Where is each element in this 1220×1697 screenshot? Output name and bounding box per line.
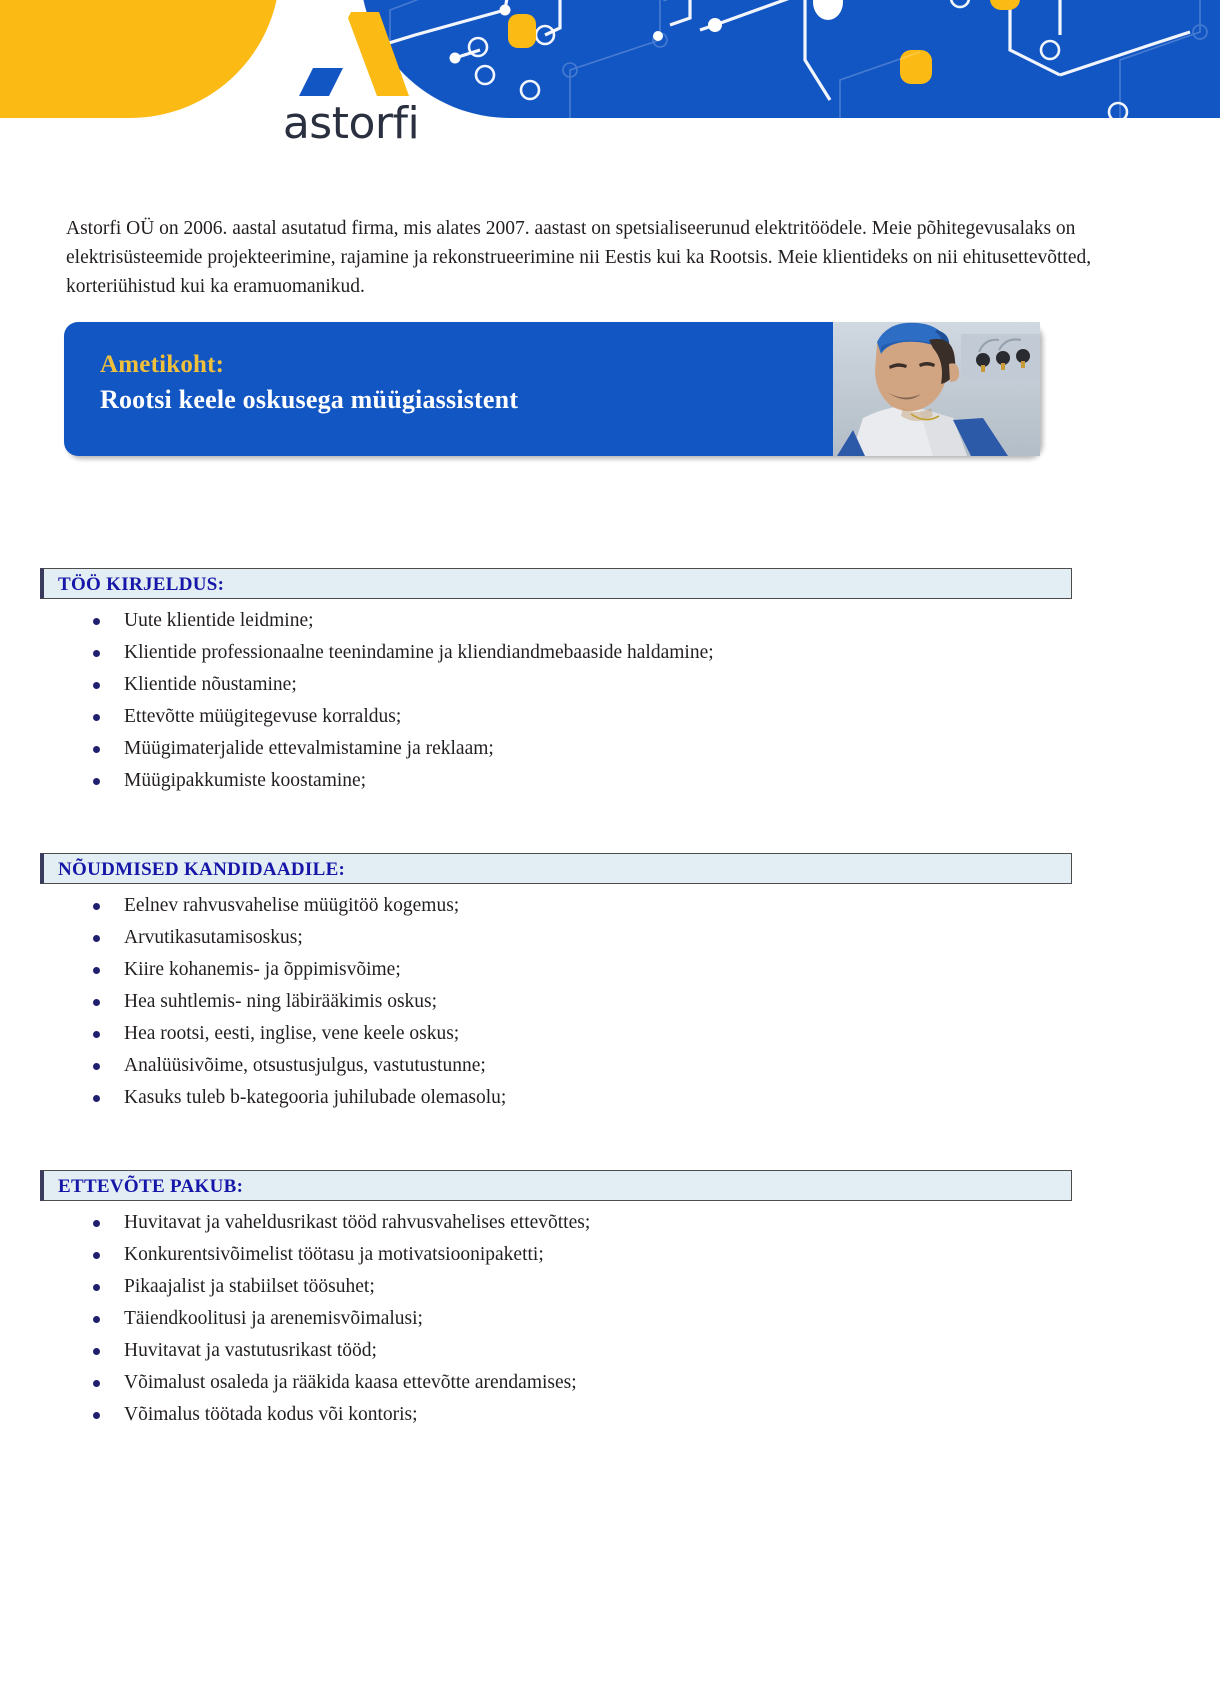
- page-header: [0, 0, 1200, 149]
- list-item: Klientide professionaalne teenindamine ja kliendiandmebaaside haldamine;: [40, 637, 1072, 669]
- job-banner-text: [100, 348, 518, 418]
- job-position-title: Rootsi keele oskusega müügiassistent: [100, 385, 519, 414]
- header-blue-shape: [360, 0, 1220, 118]
- list-item: Müügipakkumiste koostamine;: [40, 765, 1072, 797]
- list-item: Hea suhtlemis- ning läbirääkimis oskus;: [40, 986, 1072, 1018]
- company-intro-paragraph: Astorfi OÜ on 2006. aastal asutatud firma, mis alates 2007. aastast on spetsialiseerunud elektritöödele. Meie põhitegevusalaks on elektrisüsteemide projekteerimine, rajamine ja rekonstrueerimine nii Eestis kui ka Rootsis. Meie klientideks on nii ehitusettevõtted, korteriühistud kui ka eramuomanikud.: [66, 218, 1092, 297]
- section-heading: TÖÖ KIRJELDUS:: [40, 568, 1072, 599]
- brand-wordmark: astorfi: [282, 98, 420, 149]
- brand-logo: [236, 8, 466, 158]
- list-item: Võimalust osaleda ja rääkida kaasa ettevõtte arendamises;: [40, 1367, 1072, 1399]
- job-description-list: [40, 605, 1072, 797]
- list-item: Müügimaterjalide ettevalmistamine ja reklaam;: [40, 733, 1072, 765]
- electrician-worker-photo: [833, 322, 1040, 456]
- list-item: Klientide nõustamine;: [40, 669, 1072, 701]
- section-heading: NÕUDMISED KANDIDAADILE:: [40, 853, 1072, 884]
- list-item: Kiire kohanemis- ja õppimisvõime;: [40, 954, 1072, 986]
- circuit-board-pattern: [360, 0, 1220, 118]
- astorfi-a-logo: [291, 8, 411, 100]
- job-position-label: Ametikoht:: [100, 351, 225, 378]
- list-item: Ettevõtte müügitegevuse korraldus;: [40, 701, 1072, 733]
- list-item: Eelnev rahvusvahelise müügitöö kogemus;: [40, 890, 1072, 922]
- list-item: Pikaajalist ja stabiilset töösuhet;: [40, 1271, 1072, 1303]
- list-item: Konkurentsivõimelist töötasu ja motivatsioonipaketti;: [40, 1239, 1072, 1271]
- list-item: Võimalus töötada kodus või kontoris;: [40, 1399, 1072, 1431]
- list-item: Kasuks tuleb b-kategooria juhilubade olemasolu;: [40, 1082, 1072, 1114]
- job-title-banner: [64, 322, 1040, 456]
- list-item: Huvitavat ja vastutusrikast tööd;: [40, 1335, 1072, 1367]
- list-item: Arvutikasutamisoskus;: [40, 922, 1072, 954]
- list-item: Analüüsivõime, otsustusjulgus, vastutustunne;: [40, 1050, 1072, 1082]
- list-item: Uute klientide leidmine;: [40, 605, 1072, 637]
- list-item: Huvitavat ja vaheldusrikast tööd rahvusvahelises ettevõttes;: [40, 1207, 1072, 1239]
- list-item: Hea rootsi, eesti, inglise, vene keele oskus;: [40, 1018, 1072, 1050]
- section-company-offers: [40, 1170, 1072, 1431]
- candidate-requirements-list: [40, 890, 1072, 1114]
- list-item: Täiendkoolitusi ja arenemisvõimalusi;: [40, 1303, 1072, 1335]
- section-heading: ETTEVÕTE PAKUB:: [40, 1170, 1072, 1201]
- section-job-description: [40, 568, 1072, 797]
- section-candidate-requirements: [40, 853, 1072, 1114]
- company-offers-list: [40, 1207, 1072, 1431]
